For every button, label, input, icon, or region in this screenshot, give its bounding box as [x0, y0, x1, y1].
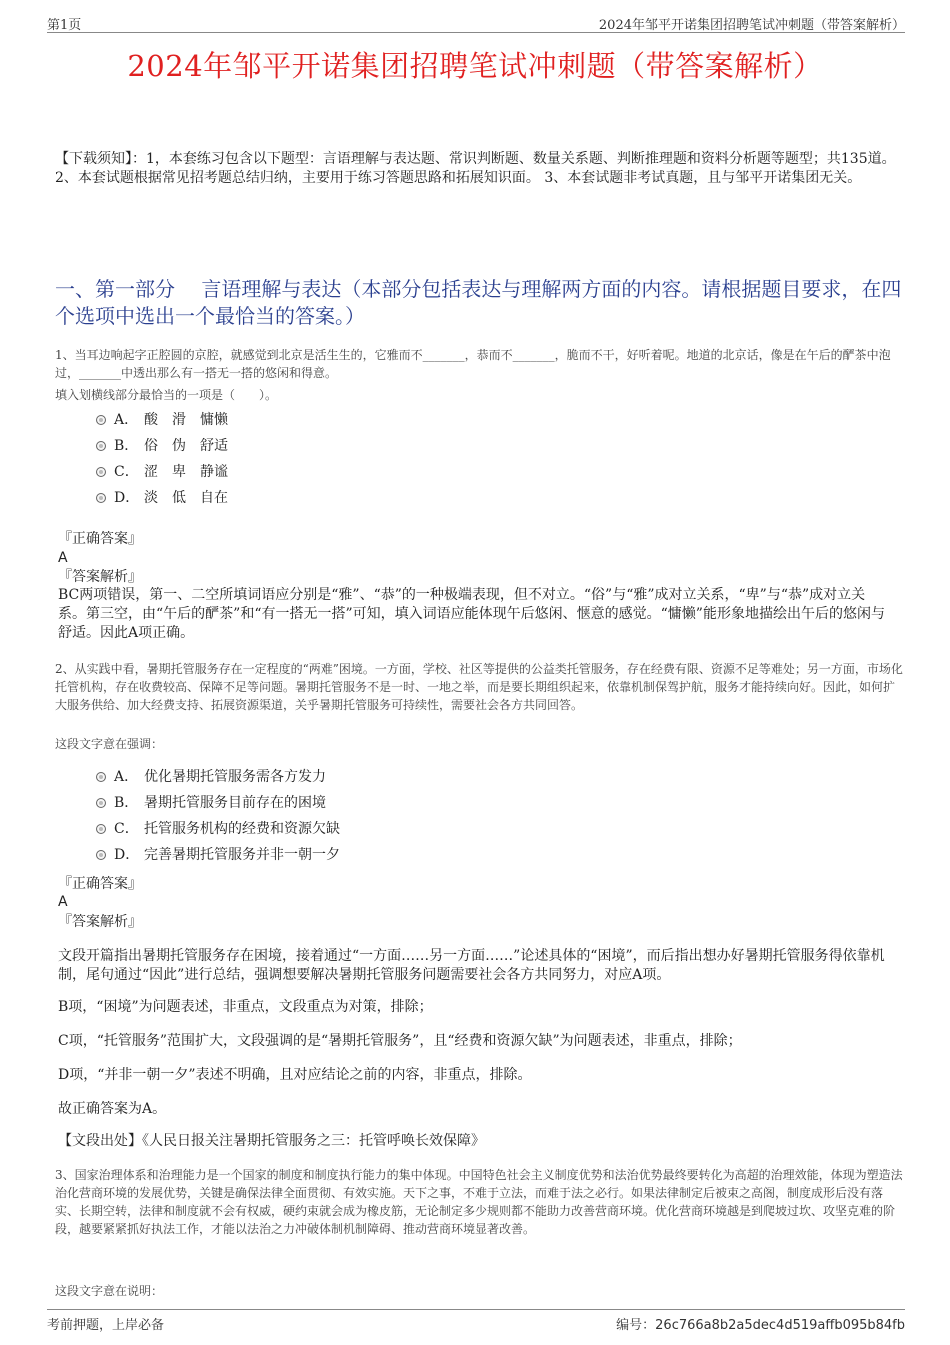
q1-option-d[interactable]: [96, 489, 228, 507]
radio-icon[interactable]: [96, 772, 106, 782]
option-text: 淡 低 自在: [144, 490, 228, 506]
header-rule: [47, 32, 905, 33]
option-label: A．: [114, 769, 139, 785]
radio-icon[interactable]: [96, 441, 106, 451]
q2-stem: 2、从实践中看，暑期托管服务存在一定程度的“两难”困境。一方面，学校、社区等提供的公益类托管服务，存在经费有限、资源不足等难处；另一方面，市场化托管机构，存在收费较高、保障不足等问题。暑期托管服务不是一时、一地之举，而是要长期组织起来，依靠机制保驾护航，服务才能持续向好。因此，如何扩大服务供给、加大经费支持、拓展资源渠道，关乎暑期托管服务可持续性，需要社会各方共同回答。: [55, 662, 903, 712]
option-text: 优化暑期托管服务需各方发力: [144, 769, 326, 785]
q2-prompt: 这段文字意在强调：: [55, 737, 164, 751]
option-label: D．: [114, 847, 140, 863]
q1-option-c[interactable]: [96, 463, 228, 481]
footer-rule: [47, 1309, 905, 1310]
header-doc-title: 2024年邹平开诺集团招聘笔试冲刺题（带答案解析）: [598, 18, 905, 33]
q2-analysis-para: 故正确答案为A。: [58, 1101, 167, 1117]
q2-analysis-para: 文段开篇指出暑期托管服务存在困境，接着通过“一方面……另一方面……”论述具体的“困境”，而后指出想办好暑期托管服务得依靠机制，尾句通过“因此”进行总结，强调想要解决暑期托管服务问题需要社会各方共同努力，对应A项。: [58, 948, 885, 983]
option-label: B．: [114, 438, 139, 454]
q2-answer-heading: 『正确答案』: [58, 876, 142, 892]
radio-icon[interactable]: [96, 798, 106, 808]
option-label: B．: [114, 795, 139, 811]
section-heading: 一、第一部分 言语理解与表达（本部分包括表达与理解两方面的内容。请根据题目要求，在四个选项中选出一个最恰当的答案。）: [55, 277, 902, 328]
radio-icon[interactable]: [96, 850, 106, 860]
q2-analysis-para: C项，“托管服务”范围扩大，文段强调的是“暑期托管服务”，且“经费和资源欠缺”为问题表述，非重点，排除；: [58, 1033, 742, 1049]
q2-option-a[interactable]: [96, 768, 326, 786]
q1-analysis-heading: 『答案解析』: [58, 569, 142, 585]
option-label: A．: [114, 412, 139, 428]
q3-prompt: 这段文字意在说明：: [55, 1284, 164, 1298]
option-label: C．: [114, 821, 139, 837]
option-label: D．: [114, 490, 140, 506]
q2-source: 【文段出处】《人民日报关注暑期托管服务之三：托管呼唤长效保障》: [58, 1133, 485, 1149]
option-text: 涩 卑 静谧: [144, 464, 228, 480]
option-label: C．: [114, 464, 139, 480]
option-text: 俗 伪 舒适: [144, 438, 228, 454]
q1-prompt: 填入划横线部分最恰当的一项是（ ）。: [55, 388, 278, 402]
footer-code-value: 26c766a8b2a5dec4d519affb095b84fb: [655, 1318, 905, 1333]
q1-answer: A: [58, 550, 68, 566]
footer-slogan: 考前押题，上岸必备: [47, 1318, 165, 1333]
footer-code: [616, 1314, 905, 1333]
q1-stem: 1、当耳边响起字正腔圆的京腔，就感觉到北京是活生生的，它雅而不_______，恭而不_______，脆而不干，好听着呢。地道的北京话，像是在午后的酽茶中泡过，_______中透出那么有一搭无一搭的悠闲和得意。: [55, 348, 891, 380]
option-text: 完善暑期托管服务并非一朝一夕: [144, 847, 340, 863]
radio-icon[interactable]: [96, 824, 106, 834]
q1-option-b[interactable]: [96, 437, 228, 455]
q1-answer-heading: 『正确答案』: [58, 531, 142, 547]
q2-analysis-para: D项，“并非一朝一夕”表述不明确，且对应结论之前的内容，非重点，排除。: [58, 1067, 532, 1083]
radio-icon[interactable]: [96, 467, 106, 477]
download-notice: 【下载须知】：1，本套练习包含以下题型：言语理解与表达题、常识判断题、数量关系题、判断推理题和资料分析题等题型；共135道。 2、本套试题根据常见招考题总结归纳，主要用于练习答题思路和拓展知识面。 3、本套试题非考试真题，且与邹平开诺集团无关。: [55, 151, 896, 186]
page-title: 2024年邹平开诺集团招聘笔试冲刺题（带答案解析）: [127, 49, 823, 83]
option-text: 暑期托管服务目前存在的困境: [144, 795, 326, 811]
q1-analysis: BC两项错误，第一、二空所填词语应分别是“雅”、“恭”的一种极端表现，但不对立。“俗”与“雅”成对立关系，“卑”与“恭”成对立关系。第三空，由“午后的酽茶”和“有一搭无一搭”可知，填入词语应能体现午后悠闲、惬意的感觉。“慵懒”能形象地描绘出午后的悠闲与舒适。因此A项正确。: [58, 587, 885, 641]
footer-code-label: 编号：: [616, 1318, 656, 1333]
option-text: 托管服务机构的经费和资源欠缺: [144, 821, 340, 837]
q2-answer: A: [58, 894, 68, 910]
q1-option-a[interactable]: [96, 411, 228, 429]
q2-option-d[interactable]: [96, 846, 340, 864]
page-number: 第1页: [47, 18, 82, 33]
radio-icon[interactable]: [96, 415, 106, 425]
q2-analysis-para: B项，“困境”为问题表述，非重点，文段重点为对策，排除；: [58, 999, 433, 1015]
q2-option-b[interactable]: [96, 794, 326, 812]
q3-stem: 3、国家治理体系和治理能力是一个国家的制度和制度执行能力的集中体现。中国特色社会主义制度优势和法治优势最终要转化为高超的治理效能，体现为塑造法治化营商环境的发展优势，关键是确保法律全面贯彻、有效实施。天下之事，不难于立法，而难于法之必行。如果法律制定后被束之高阁，制度成形后没有落实、长期空转，法律和制度就不会有权威，硬约束就会成为橡皮筋，无论制定多少规则都不能助力改善营商环境。优化营商环境越是到爬坡过坎、攻坚克难的阶段，越要紧紧抓好执法工作，才能以法治之力冲破体制机制障碍、推动营商环境显著改善。: [55, 1168, 903, 1236]
option-text: 酸 滑 慵懒: [144, 412, 228, 428]
radio-icon[interactable]: [96, 493, 106, 503]
q2-option-c[interactable]: [96, 820, 340, 838]
q2-analysis-heading: 『答案解析』: [58, 914, 142, 930]
